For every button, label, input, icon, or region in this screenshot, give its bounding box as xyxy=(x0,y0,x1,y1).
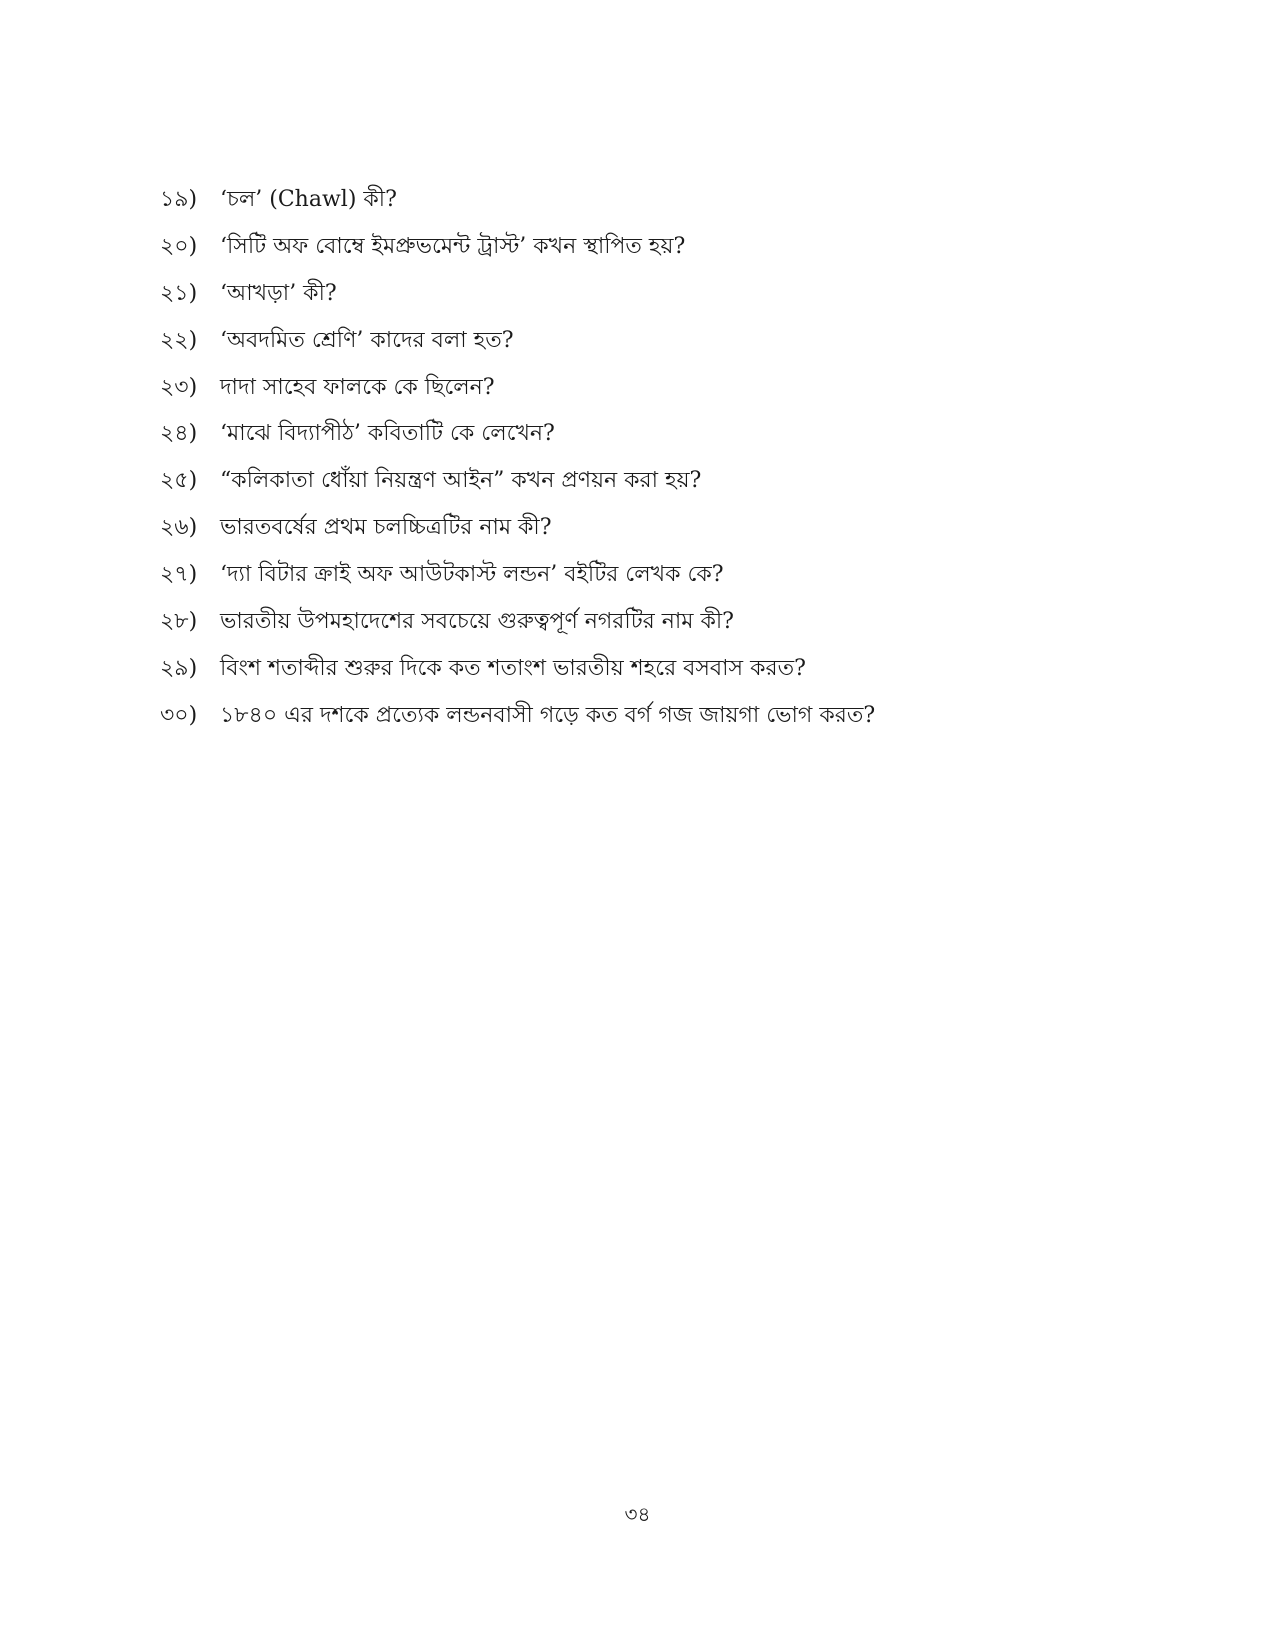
question-number: ২২) xyxy=(160,327,198,353)
question-text: ভারতবর্ষের প্রথম চলচ্চিত্রটির নাম কী? xyxy=(220,515,552,541)
question-text: ‘দ্যা বিটার ক্রাই অফ আউটকাস্ট লন্ডন’ বইটির লেখক কে? xyxy=(220,562,724,588)
question-number: ২৮) xyxy=(160,609,198,635)
question-number: ২৭) xyxy=(160,562,198,588)
question-number: ১৯) xyxy=(160,187,198,212)
question-item xyxy=(160,414,1160,461)
question-item xyxy=(160,227,1160,274)
question-item xyxy=(160,602,1160,649)
question-text: “কলিকাতা ধোঁয়া নিয়ন্ত্রণ আইন” কখন প্রণয়ন করা হয়? xyxy=(220,468,702,494)
question-item xyxy=(160,508,1160,555)
question-item xyxy=(160,555,1160,602)
question-number: ২১) xyxy=(160,280,198,306)
question-number: ২৩) xyxy=(160,374,198,400)
question-text: ১৮৪০ এর দশকে প্রত্যেক লন্ডনবাসী গড়ে কত বর্গ গজ জায়গা ভোগ করত? xyxy=(220,702,876,728)
question-text: দাদা সাহেব ফালকে কে ছিলেন? xyxy=(220,374,495,400)
question-number: ২৫) xyxy=(160,468,198,494)
question-text: ‘অবদমিত শ্রেণি’ কাদের বলা হত? xyxy=(220,327,514,353)
question-text: ‘চল’ (Chawl) কী? xyxy=(220,187,397,212)
question-number: ২৪) xyxy=(160,421,198,447)
question-item xyxy=(160,696,1160,743)
question-item xyxy=(160,461,1160,508)
question-item xyxy=(160,649,1160,696)
question-number: ২৯) xyxy=(160,655,198,681)
question-text: ‘মাঝে বিদ্যাপীঠ’ কবিতাটি কে লেখেন? xyxy=(220,421,555,447)
question-text: ভারতীয় উপমহাদেশের সবচেয়ে গুরুত্বপূর্ণ নগরটির নাম কী? xyxy=(220,609,734,635)
question-text: বিংশ শতাব্দীর শুরুর দিকে কত শতাংশ ভারতীয় শহরে বসবাস করত? xyxy=(220,655,806,681)
question-text: ‘সিটি অফ বোম্বে ইমপ্রুভমেন্ট ট্রাস্ট’ কখন স্থাপিত হয়? xyxy=(220,233,686,259)
question-number: ৩০) xyxy=(160,702,198,728)
question-list xyxy=(160,180,1160,743)
question-item xyxy=(160,368,1160,415)
page-number: ৩৪ xyxy=(624,1502,651,1526)
question-item xyxy=(160,321,1160,368)
question-item xyxy=(160,180,1160,227)
question-number: ২০) xyxy=(160,233,198,259)
question-item xyxy=(160,274,1160,321)
question-number: ২৬) xyxy=(160,515,198,541)
question-text: ‘আখড়া’ কী? xyxy=(220,280,337,306)
